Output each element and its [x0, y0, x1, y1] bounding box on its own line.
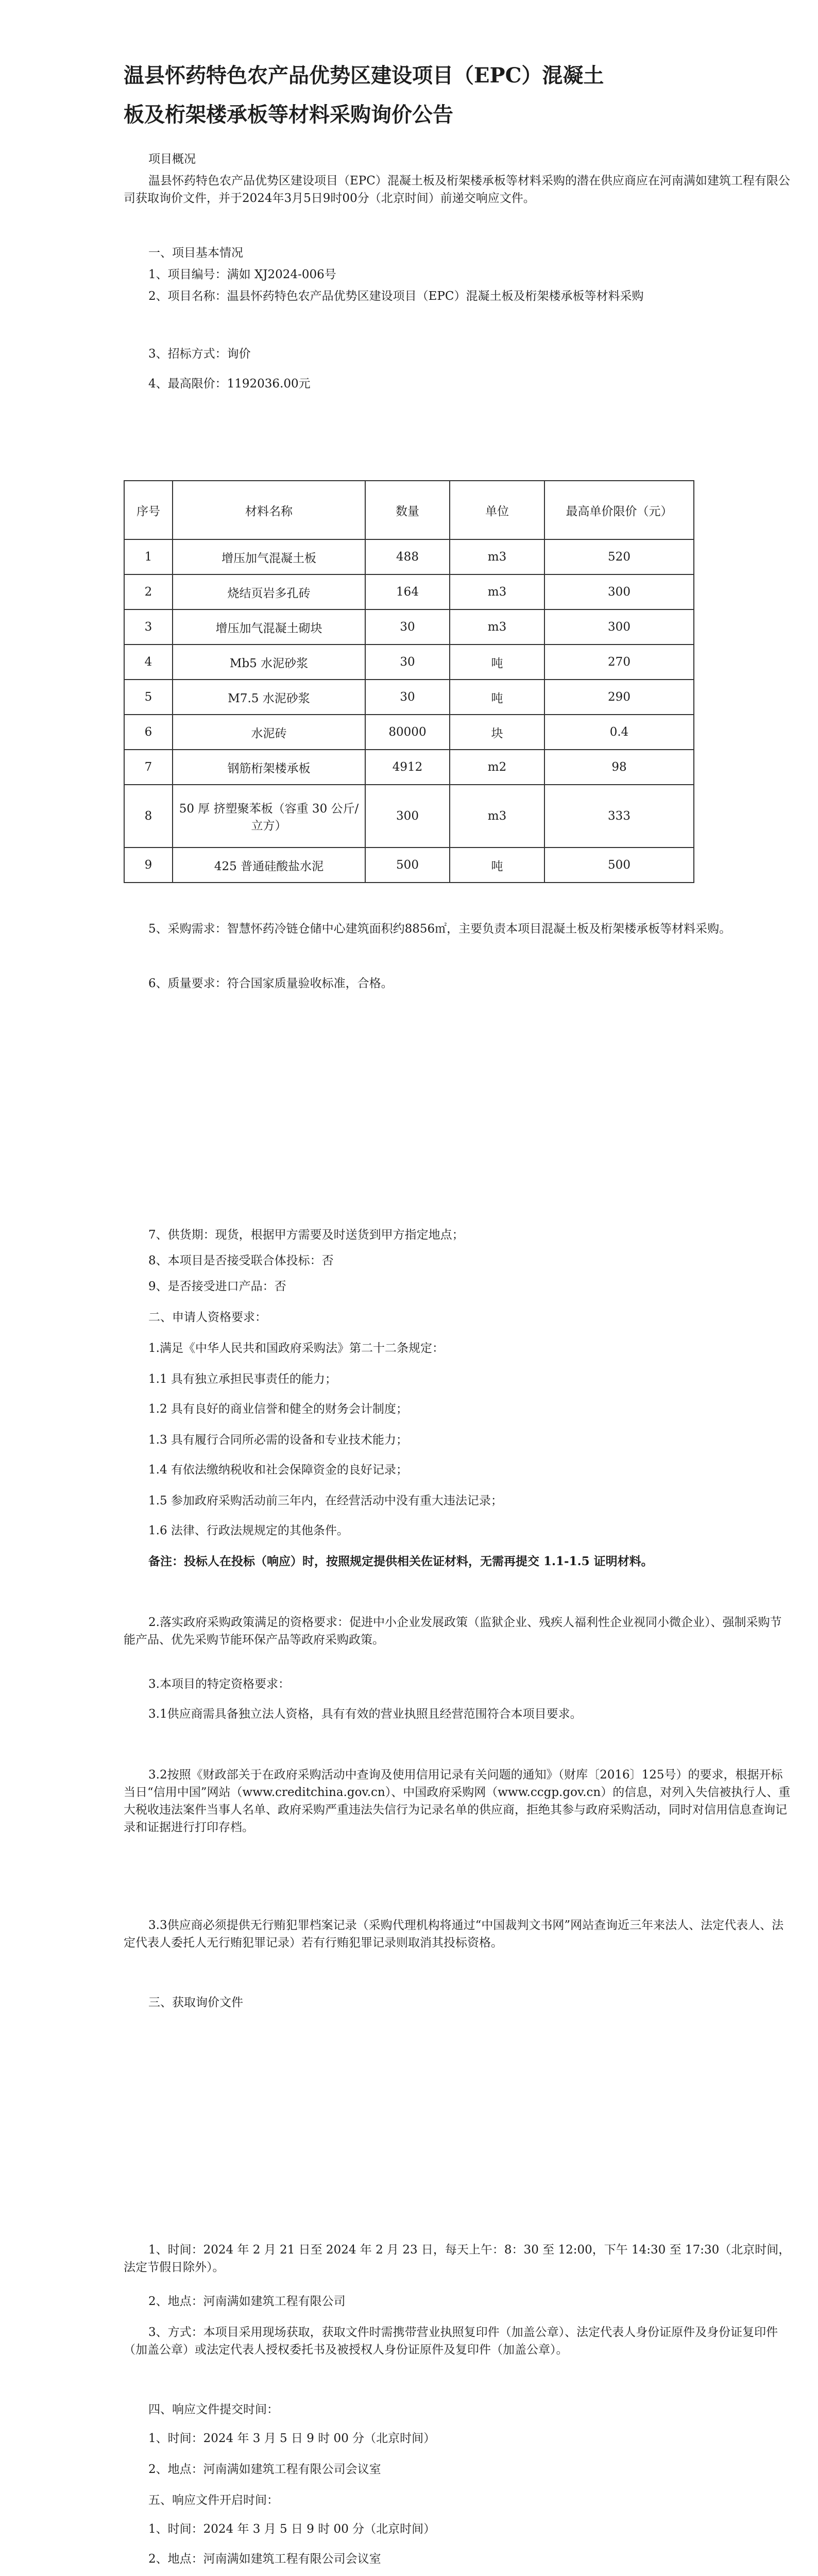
cell-qty: 300: [365, 785, 450, 848]
cell-no: 6: [124, 715, 173, 750]
req-1-1: 1.1 具有独立承担民事责任的能力；: [148, 1372, 337, 1386]
header-name: 材料名称: [173, 481, 365, 539]
cell-qty: 488: [365, 539, 450, 574]
cell-name: M7.5 水泥砂浆: [173, 680, 365, 715]
overview-heading: 项目概况: [148, 152, 196, 166]
section3-place: 2、地点：河南满如建筑工程有限公司: [148, 2295, 346, 2308]
cell-price: 300: [544, 609, 694, 645]
cell-qty: 500: [365, 848, 450, 883]
cell-price: 98: [544, 750, 694, 785]
title-line-1: 温县怀药特色农产品优势区建设项目（EPC）混凝土: [124, 63, 604, 88]
cell-unit: m3: [450, 539, 544, 574]
cell-no: 7: [124, 750, 173, 785]
table-row: [124, 750, 694, 785]
req-1-3: 1.3 具有履行合同所必需的设备和专业技术能力；: [148, 1433, 408, 1447]
header-qty: 数量: [365, 481, 450, 539]
section1-item1: 1、项目编号：满如 XJ2024-006号: [148, 268, 336, 281]
table-row: [124, 645, 694, 680]
req-3-1: 3.1供应商需具备独立法人资格，具有有效的营业执照且经营范围符合本项目要求。: [148, 1707, 582, 1721]
title-line-2: 板及桁架楼承板等材料采购询价公告: [124, 103, 453, 127]
cell-no: 1: [124, 539, 173, 574]
item5: 5、采购需求：智慧怀药冷链仓储中心建筑面积约8856㎡，主要负责本项目混凝土板及桁架楼承板等材料采购。: [148, 922, 731, 936]
req-3: 3.本项目的特定资格要求：: [148, 1677, 290, 1691]
header-price: 最高单价限价（元）: [544, 481, 694, 539]
section4-place: 2、地点：河南满如建筑工程有限公司会议室: [148, 2463, 381, 2476]
table-row: [124, 848, 694, 883]
section5-heading: 五、响应文件开启时间：: [148, 2494, 279, 2507]
section1-item2: 2、项目名称：温县怀药特色农产品优势区建设项目（EPC）混凝土板及桁架楼承板等材料采购: [148, 290, 644, 303]
cell-qty: 30: [365, 609, 450, 645]
overview-text: 温县怀药特色农产品优势区建设项目（EPC）混凝土板及桁架楼承板等材料采购的潜在供应商应在河南满如建筑工程有限公司获取询价文件，并于2024年3月5日9时00分（北京时间）前递交响应文件。: [124, 174, 790, 205]
cell-unit: 吨: [450, 848, 544, 883]
req-1-5: 1.5 参加政府采购活动前三年内，在经营活动中没有重大违法记录；: [148, 1494, 503, 1507]
req-1-2: 1.2 具有良好的商业信誉和健全的财务会计制度；: [148, 1402, 408, 1416]
cell-unit: 块: [450, 715, 544, 750]
req-note: 备注：投标人在投标（响应）时，按照规定提供相关佐证材料，无需再提交 1.1-1.5 证明材料。: [148, 1554, 653, 1568]
cell-no: 5: [124, 680, 173, 715]
cell-price: 270: [544, 645, 694, 680]
table-row: [124, 785, 694, 848]
section3-time: 1、时间：2024 年 2 月 21 日至 2024 年 2 月 23 日，每天上午：8：30 至 12:00，下午 14:30 至 17:30（北京时间，法定节假日除外）。: [124, 2243, 791, 2274]
item9: 9、是否接受进口产品：否: [148, 1280, 286, 1293]
section2-heading: 二、申请人资格要求：: [148, 1311, 267, 1324]
req-1: 1.满足《中华人民共和国政府采购法》第二十二条规定：: [148, 1342, 444, 1355]
cell-unit: 吨: [450, 680, 544, 715]
section1-heading: 一、项目基本情况: [148, 246, 243, 260]
header-no: 序号: [124, 481, 173, 539]
header-unit: 单位: [450, 481, 544, 539]
cell-name: 增压加气混凝土板: [173, 539, 365, 574]
section1-item3: 3、招标方式：询价: [148, 347, 251, 361]
req-1-6: 1.6 法律、行政法规规定的其他条件。: [148, 1524, 349, 1537]
cell-no: 8: [124, 785, 173, 848]
table-header-row: [124, 481, 694, 539]
cell-no: 4: [124, 645, 173, 680]
cell-price: 500: [544, 848, 694, 883]
cell-no: 3: [124, 609, 173, 645]
cell-name: 烧结页岩多孔砖: [173, 574, 365, 609]
table-row: [124, 539, 694, 574]
table-row: [124, 574, 694, 609]
cell-price: 290: [544, 680, 694, 715]
cell-no: 2: [124, 574, 173, 609]
cell-name: Mb5 水泥砂浆: [173, 645, 365, 680]
cell-price: 520: [544, 539, 694, 574]
cell-unit: m3: [450, 785, 544, 848]
cell-qty: 30: [365, 645, 450, 680]
cell-unit: m3: [450, 574, 544, 609]
section5-place: 2、地点：河南满如建筑工程有限公司会议室: [148, 2552, 381, 2566]
cell-qty: 80000: [365, 715, 450, 750]
cell-name: 水泥砖: [173, 715, 365, 750]
table-row: [124, 609, 694, 645]
cell-qty: 4912: [365, 750, 450, 785]
cell-name: 增压加气混凝土砌块: [173, 609, 365, 645]
materials-table: [124, 480, 694, 883]
item7: 7、供货期：现货，根据甲方需要及时送货到甲方指定地点；: [148, 1228, 464, 1242]
section4-time: 1、时间：2024 年 3 月 5 日 9 时 00 分（北京时间）: [148, 2432, 436, 2445]
item8: 8、本项目是否接受联合体投标：否: [148, 1254, 334, 1267]
req-3-2: 3.2按照《财政部关于在政府采购活动中查询及使用信用记录有关问题的通知》（财库〔2016〕125号）的要求，根据开标当日“信用中国”网站（www.creditchina.gov.cn）、中国政府采购网（www.ccgp.gov.cn）的信息，对列入失信被执行人、重大税收违法案件当事人名单、政府采购严重违法失信行为记录名单的供应商，拒绝其参与政府采购活动，同时对信用信息查询记录和证据进行打印存档。: [124, 1768, 791, 1834]
cell-qty: 30: [365, 680, 450, 715]
section5-time: 1、时间：2024 年 3 月 5 日 9 时 00 分（北京时间）: [148, 2522, 436, 2536]
item6: 6、质量要求：符合国家质量验收标准，合格。: [148, 977, 393, 990]
cell-price: 0.4: [544, 715, 694, 750]
req-1-4: 1.4 有依法缴纳税收和社会保障资金的良好记录；: [148, 1463, 408, 1477]
section4-heading: 四、响应文件提交时间：: [148, 2403, 279, 2416]
section3-heading: 三、获取询价文件: [148, 1996, 243, 2009]
cell-name: 钢筋桁架楼承板: [173, 750, 365, 785]
req-2: 2.落实政府采购政策满足的资格要求：促进中小企业发展政策（监狱企业、残疾人福利性企业视同小微企业）、强制采购节能产品、优先采购节能环保产品等政府采购政策。: [124, 1616, 782, 1647]
table-row: [124, 680, 694, 715]
cell-unit: m2: [450, 750, 544, 785]
cell-qty: 164: [365, 574, 450, 609]
section1-item4: 4、最高限价：1192036.00元: [148, 377, 311, 391]
cell-no: 9: [124, 848, 173, 883]
cell-name: 425 普通硅酸盐水泥: [173, 848, 365, 883]
req-3-3: 3.3供应商必须提供无行贿犯罪档案记录（采购代理机构将通过“中国裁判文书网”网站查询近三年来法人、法定代表人、法定代表人委托人无行贿犯罪记录）若有行贿犯罪记录则取消其投标资格。: [124, 1919, 784, 1950]
cell-price: 300: [544, 574, 694, 609]
section3-method: 3、方式：本项目采用现场获取，获取文件时需携带营业执照复印件（加盖公章）、法定代表人身份证原件及身份证复印件（加盖公章）或法定代表人授权委托书及被授权人身份证原件及复印件（加盖公章）。: [124, 2326, 778, 2357]
table-row: [124, 715, 694, 750]
cell-unit: m3: [450, 609, 544, 645]
cell-name: 50 厚 挤塑聚苯板（容重 30 公斤/立方）: [173, 785, 365, 848]
cell-price: 333: [544, 785, 694, 848]
cell-unit: 吨: [450, 645, 544, 680]
